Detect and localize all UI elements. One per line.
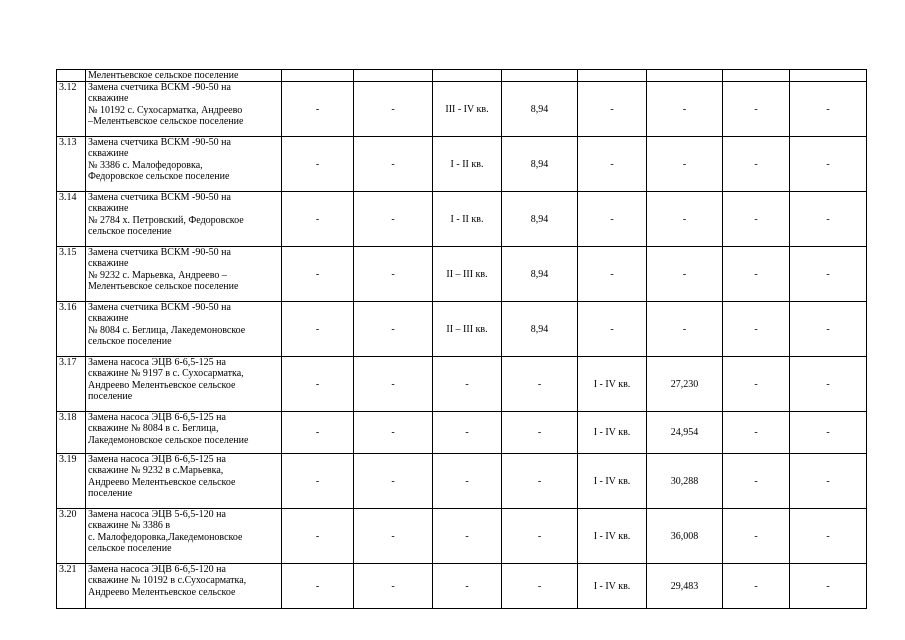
table-cell <box>354 70 433 82</box>
table-cell: I - IV кв. <box>578 412 647 454</box>
table-cell: - <box>578 82 647 137</box>
table-cell: - <box>354 82 433 137</box>
table-cell: - <box>790 82 867 137</box>
table-cell: - <box>433 454 502 509</box>
table-cell: - <box>502 357 578 412</box>
table-cell: 30,288 <box>647 454 723 509</box>
table-cell: - <box>433 564 502 609</box>
table-cell: I - IV кв. <box>578 454 647 509</box>
table-cell: I - IV кв. <box>578 509 647 564</box>
item-description: Замена насоса ЭЦВ 6-6,5-125 на скважине № 9197 в с. Сухосарматка, Андреево Мелентьевское сельское поселение <box>86 357 282 412</box>
item-number: 3.13 <box>57 137 86 192</box>
table-cell: 36,008 <box>647 509 723 564</box>
table-cell: - <box>502 509 578 564</box>
table-cell: - <box>282 192 354 247</box>
table-cell: - <box>282 82 354 137</box>
table-cell: - <box>354 509 433 564</box>
item-number: 3.14 <box>57 192 86 247</box>
table-cell: 29,483 <box>647 564 723 609</box>
table-cell: - <box>282 564 354 609</box>
item-description: Замена счетчика ВСКМ -90-50 на скважине № 3386 с. Малофедоровка, Федоровское сельское поселение <box>86 137 282 192</box>
table-cell <box>502 70 578 82</box>
table-cell: - <box>578 247 647 302</box>
table-row <box>57 454 867 509</box>
table-row <box>57 564 867 609</box>
table-cell: 8,94 <box>502 137 578 192</box>
table-cell: - <box>723 302 790 357</box>
table-cell: - <box>723 412 790 454</box>
table-cell: - <box>578 137 647 192</box>
table-cell: 8,94 <box>502 192 578 247</box>
item-number: 3.17 <box>57 357 86 412</box>
table-cell: 8,94 <box>502 247 578 302</box>
item-number: 3.18 <box>57 412 86 454</box>
item-description: Мелентьевское сельское поселение <box>86 70 282 82</box>
table-cell: - <box>502 454 578 509</box>
table-cell: - <box>282 302 354 357</box>
table-cell: 8,94 <box>502 82 578 137</box>
item-description: Замена насоса ЭЦВ 5-6,5-120 на скважине № 3386 в с. Малофедоровка,Лакедемоновское сельское поселение <box>86 509 282 564</box>
item-number: 3.15 <box>57 247 86 302</box>
item-description: Замена счетчика ВСКМ -90-50 на скважине № 10192 с. Сухосарматка, Андреево –Мелентьевское сельское поселение <box>86 82 282 137</box>
table-cell: - <box>790 137 867 192</box>
table-cell: - <box>433 357 502 412</box>
table-cell: - <box>354 302 433 357</box>
table-cell: - <box>282 137 354 192</box>
table-cell: - <box>647 247 723 302</box>
table-cell: - <box>647 302 723 357</box>
table-cell: - <box>723 509 790 564</box>
table-cell: III - IV кв. <box>433 82 502 137</box>
table-row <box>57 412 867 454</box>
item-number: 3.16 <box>57 302 86 357</box>
item-description: Замена счетчика ВСКМ -90-50 на скважине № 2784 х. Петровский, Федоровское сельское поселение <box>86 192 282 247</box>
table-cell: I - II кв. <box>433 192 502 247</box>
item-description: Замена насоса ЭЦВ 6-6,5-125 на скважине № 9232 в с.Марьевка, Андреево Мелентьевское сельское поселение <box>86 454 282 509</box>
table-row <box>57 357 867 412</box>
table-cell: 24,954 <box>647 412 723 454</box>
table-cell: - <box>790 412 867 454</box>
table-cell <box>578 70 647 82</box>
table-cell: - <box>723 137 790 192</box>
item-description: Замена счетчика ВСКМ -90-50 на скважине № 9232 с. Марьевка, Андреево – Мелентьевское сельское поселение <box>86 247 282 302</box>
table-cell: - <box>354 137 433 192</box>
table-cell: - <box>790 357 867 412</box>
table-cell: - <box>790 454 867 509</box>
table-row <box>57 82 867 137</box>
item-number: 3.20 <box>57 509 86 564</box>
table-cell: I - II кв. <box>433 137 502 192</box>
table-cell: - <box>723 82 790 137</box>
table-row <box>57 247 867 302</box>
table-cell: - <box>578 302 647 357</box>
works-table <box>56 69 867 609</box>
table-cell: - <box>647 192 723 247</box>
item-number: 3.21 <box>57 564 86 609</box>
table-cell <box>282 70 354 82</box>
table-cell <box>790 70 867 82</box>
table-cell: 8,94 <box>502 302 578 357</box>
table-cell: - <box>354 192 433 247</box>
table-cell <box>433 70 502 82</box>
table-cell: - <box>354 357 433 412</box>
table-cell: - <box>433 412 502 454</box>
table-row <box>57 137 867 192</box>
table-cell: - <box>790 247 867 302</box>
table-cell: - <box>790 564 867 609</box>
table-cell: - <box>647 137 723 192</box>
item-description: Замена насоса ЭЦВ 6-6,5-125 на скважине № 8084 в с. Беглица, Лакедемоновское сельское поселение <box>86 412 282 454</box>
table-cell: - <box>282 247 354 302</box>
table-cell: - <box>578 192 647 247</box>
table-cell: - <box>282 412 354 454</box>
table-cell: - <box>354 454 433 509</box>
table-cell: - <box>502 412 578 454</box>
item-description: Замена насоса ЭЦВ 6-6,5-120 на скважине № 10192 в с.Сухосарматка, Андреево Мелентьевское сельское <box>86 564 282 609</box>
table-row <box>57 70 867 82</box>
table-row <box>57 302 867 357</box>
table-cell: - <box>282 509 354 564</box>
table-cell: - <box>723 247 790 302</box>
table-cell: I - IV кв. <box>578 564 647 609</box>
table-cell <box>647 70 723 82</box>
table-cell: I - IV кв. <box>578 357 647 412</box>
table-cell: - <box>647 82 723 137</box>
table-cell: - <box>723 454 790 509</box>
table-row <box>57 509 867 564</box>
table-cell: 27,230 <box>647 357 723 412</box>
item-number: 3.19 <box>57 454 86 509</box>
item-description: Замена счетчика ВСКМ -90-50 на скважине № 8084 с. Беглица, Лакедемоновское сельское поселение <box>86 302 282 357</box>
table-cell: - <box>723 357 790 412</box>
table-cell: - <box>354 247 433 302</box>
table-cell: - <box>433 509 502 564</box>
table-cell: - <box>354 412 433 454</box>
item-number: 3.12 <box>57 82 86 137</box>
item-number <box>57 70 86 82</box>
table-cell: - <box>354 564 433 609</box>
table-cell: - <box>790 192 867 247</box>
table-cell: - <box>723 564 790 609</box>
table-cell: - <box>502 564 578 609</box>
table-cell: II – III кв. <box>433 247 502 302</box>
table-cell: - <box>282 454 354 509</box>
table-cell: - <box>723 192 790 247</box>
table-row <box>57 192 867 247</box>
table-cell: - <box>282 357 354 412</box>
table-cell: - <box>790 302 867 357</box>
table-cell <box>723 70 790 82</box>
table-cell: II – III кв. <box>433 302 502 357</box>
table-cell: - <box>790 509 867 564</box>
